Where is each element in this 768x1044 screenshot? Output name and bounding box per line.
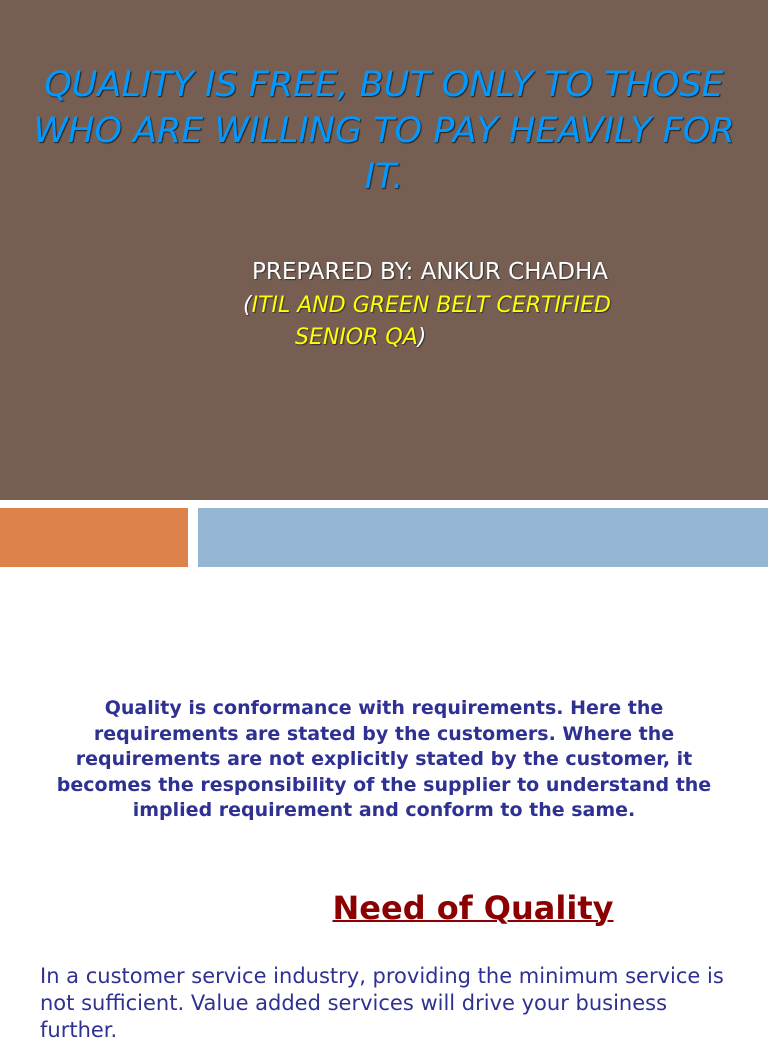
cert-open-paren: ( bbox=[243, 293, 252, 318]
body-paragraph: In a customer service industry, providing the minimum service is not sufficient. Value added services will drive your business further. bbox=[40, 964, 724, 1042]
section-heading-text: Need of Quality bbox=[332, 889, 614, 927]
cert-close-paren: ) bbox=[417, 325, 427, 350]
accent-bar-blue bbox=[198, 508, 768, 567]
cert-line-1: ITIL AND GREEN BELT CERTIFIED bbox=[251, 293, 611, 318]
prepared-by: PREPARED BY: ANKUR CHADHA bbox=[252, 259, 608, 285]
cert-line-2: SENIOR QA bbox=[295, 325, 418, 350]
accent-bar-orange bbox=[0, 508, 188, 567]
slide-title: QUALITY IS FREE, BUT ONLY TO THOSE WHO ARE WILLING TO PAY HEAVILY FOR IT. bbox=[33, 65, 735, 197]
section-heading bbox=[0, 887, 768, 929]
certification bbox=[243, 290, 693, 354]
cert-line-2-wrap bbox=[243, 322, 693, 354]
title-slide bbox=[0, 0, 768, 500]
quality-definition: Quality is conformance with requirements. Here the requirements are stated by the customers. Where the requirements are not explicitly stated by the customer, it becomes the responsibility of the supplier to understand the implied requirement and conform to the same. bbox=[56, 697, 712, 822]
